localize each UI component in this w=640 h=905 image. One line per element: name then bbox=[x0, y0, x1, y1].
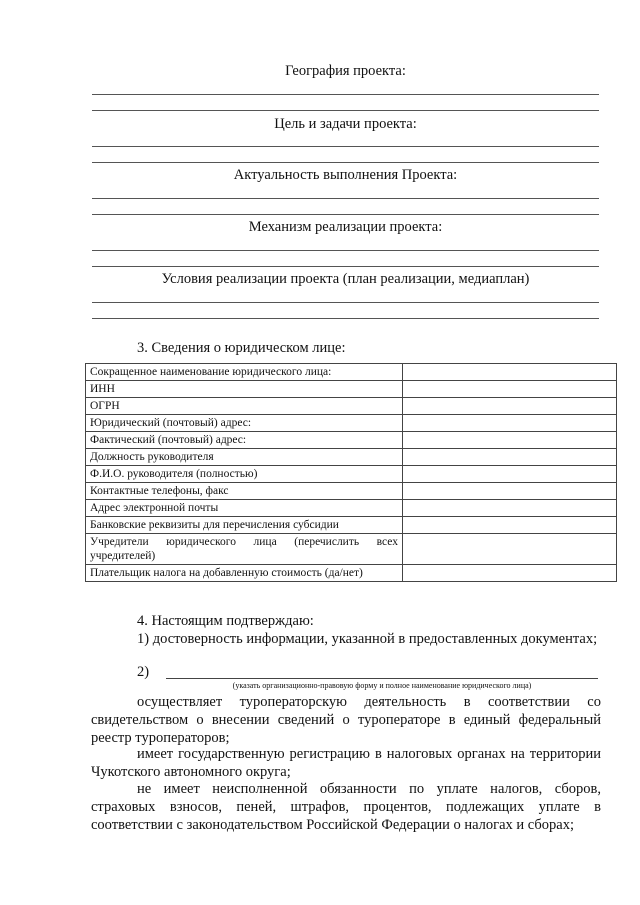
table-row bbox=[86, 500, 617, 517]
value-field[interactable] bbox=[403, 466, 617, 483]
section-title-goals: Цель и задачи проекта: bbox=[274, 116, 417, 132]
value-field[interactable] bbox=[403, 381, 617, 398]
row-label: Фактический (почтовый) адрес: bbox=[86, 432, 403, 449]
blank-line bbox=[92, 94, 599, 95]
value-field[interactable] bbox=[403, 449, 617, 466]
row-label: ОГРН bbox=[86, 398, 403, 415]
legal-entity-table bbox=[85, 363, 617, 582]
row-label: Учредители юридического лица (перечислить всех учредителей) bbox=[86, 534, 403, 565]
confirm-item-2-label: 2) bbox=[137, 664, 150, 680]
value-field[interactable] bbox=[403, 483, 617, 500]
table-row bbox=[86, 415, 617, 432]
value-field[interactable] bbox=[403, 415, 617, 432]
row-label: Должность руководителя bbox=[86, 449, 403, 466]
blank-line bbox=[92, 162, 599, 163]
confirm-paragraph-taxes: не имеет неисполненной обязанности по уплате налогов, сборов, страховых взносов, пеней, штрафов, процентов, подлежащих уплате в соответствии с законодательством Российской Федерации о налогах и сборах; bbox=[91, 781, 601, 834]
blank-line bbox=[92, 198, 599, 199]
value-field[interactable] bbox=[403, 398, 617, 415]
blank-line bbox=[92, 110, 599, 111]
row-label: Юридический (почтовый) адрес: bbox=[86, 415, 403, 432]
value-field[interactable] bbox=[403, 500, 617, 517]
table-row bbox=[86, 381, 617, 398]
section-title-mechanism: Механизм реализации проекта: bbox=[248, 219, 443, 235]
blank-line bbox=[92, 250, 599, 251]
table-row bbox=[86, 432, 617, 449]
org-name-fill-line[interactable] bbox=[166, 678, 598, 679]
confirm-paragraph-registration: имеет государственную регистрацию в налоговых органах на территории Чукотского автономного округа; bbox=[91, 746, 601, 781]
row-label: Банковские реквизиты для перечисления субсидии bbox=[86, 517, 403, 534]
table-row bbox=[86, 449, 617, 466]
row-label: Ф.И.О. руководителя (полностью) bbox=[86, 466, 403, 483]
blank-line bbox=[92, 318, 599, 319]
row-label: ИНН bbox=[86, 381, 403, 398]
value-field[interactable] bbox=[403, 534, 617, 565]
blank-line bbox=[92, 266, 599, 267]
table-row bbox=[86, 517, 617, 534]
row-label: Плательщик налога на добавленную стоимость (да/нет) bbox=[86, 565, 403, 582]
confirm-item-1: 1) достоверность информации, указанной в предоставленных документах; bbox=[137, 631, 598, 647]
value-field[interactable] bbox=[403, 364, 617, 381]
table-row bbox=[86, 483, 617, 500]
value-field[interactable] bbox=[403, 517, 617, 534]
row-label: Контактные телефоны, факс bbox=[86, 483, 403, 500]
blank-line bbox=[92, 146, 599, 147]
blank-line bbox=[92, 302, 599, 303]
section-title-relevance: Актуальность выполнения Проекта: bbox=[233, 167, 458, 183]
table-row bbox=[86, 534, 617, 565]
table-row bbox=[86, 364, 617, 381]
org-name-caption: (указать организационно-правовую форму и полное наименование юридического лица) bbox=[232, 681, 532, 690]
blank-line bbox=[92, 214, 599, 215]
table-row bbox=[86, 398, 617, 415]
value-field[interactable] bbox=[403, 432, 617, 449]
legal-entity-heading: 3. Сведения о юридическом лице: bbox=[137, 340, 346, 356]
confirm-heading: 4. Настоящим подтверждаю: bbox=[137, 613, 314, 629]
section-title-geography: География проекта: bbox=[285, 63, 406, 79]
table-row bbox=[86, 466, 617, 483]
table-row bbox=[86, 565, 617, 582]
row-label: Сокращенное наименование юридического лица: bbox=[86, 364, 403, 381]
section-title-conditions: Условия реализации проекта (план реализации, медиаплан) bbox=[161, 271, 530, 287]
confirm-paragraph-operator: осуществляет туроператорскую деятельность в соответствии со свидетельством о внесении сведений о туроператоре в единый федеральный реестр туроператоров; bbox=[91, 694, 601, 747]
row-label: Адрес электронной почты bbox=[86, 500, 403, 517]
value-field[interactable] bbox=[403, 565, 617, 582]
